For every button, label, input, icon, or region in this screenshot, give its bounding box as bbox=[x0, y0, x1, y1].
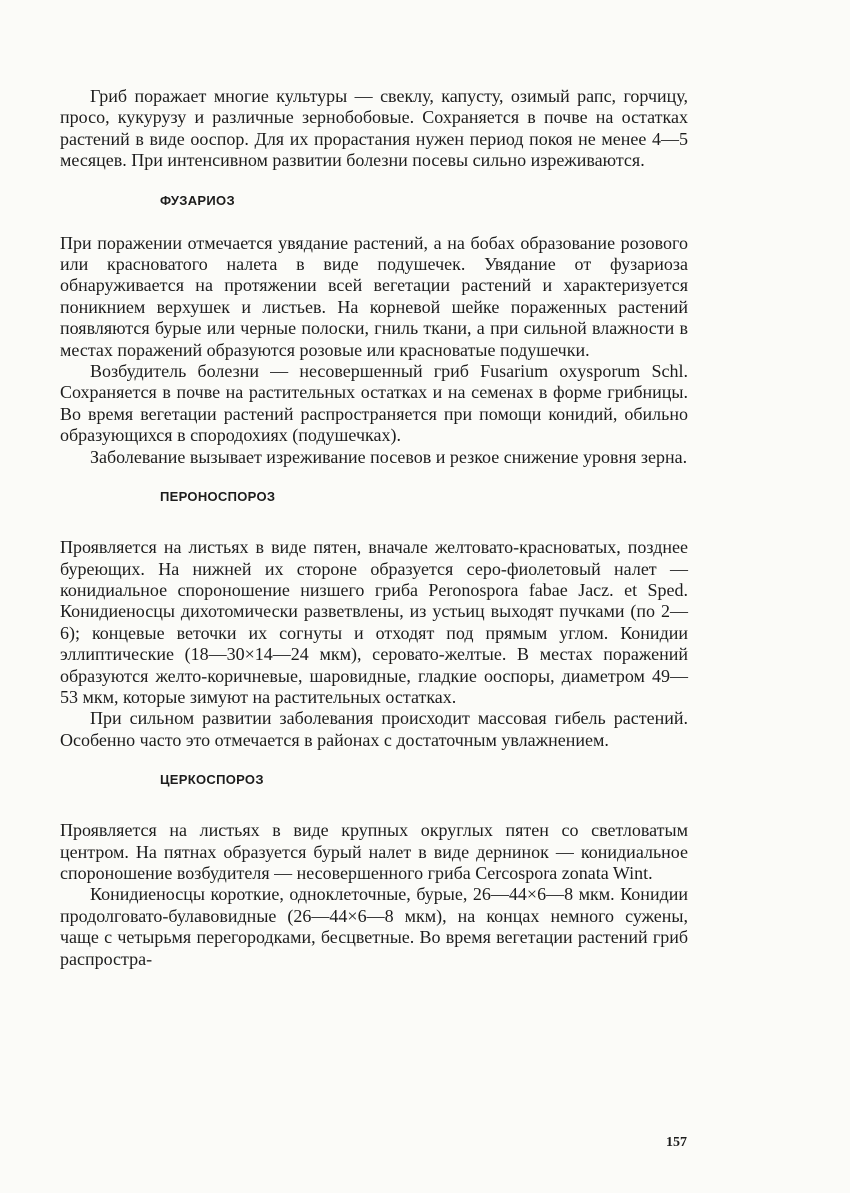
spacer bbox=[60, 468, 688, 488]
peronosporoz-paragraph-1: Проявляется на листьях в виде пятен, вначале желтовато-красноватых, позднее буреющих. На нижней их стороне образуется серо-фиолетовый налет — конидиальное спороношение низшего гриба Peronospora fabae Jacz. et Sped. Конидиеносцы дихотомически разветвлены, из устьиц выходят пучками (по 2—6); концевые веточки их согнуты и отходят под прямым углом. Конидии эллиптические (18—30×14—24 мкм), серовато-желтые. В местах поражений образуются желто-коричневые, шаровидные, гладкие ооспоры, диаметром 49—53 мкм, которые зимуют на растительных остатках. bbox=[60, 537, 688, 707]
peronosporoz-paragraph-2: При сильном развитии заболевания происходит массовая гибель растений. Особенно часто это отмечается в районах с достаточным увлажнением. bbox=[60, 708, 688, 750]
spacer bbox=[60, 506, 688, 537]
page-number: 157 bbox=[666, 1135, 687, 1150]
section-heading-fusarioz: ФУЗАРИОЗ bbox=[160, 192, 235, 208]
tserkosporoz-paragraph-2: Конидиеносцы короткие, одноклеточные, бурые, 26—44×6—8 мкм. Конидии продолговато-булавовидные (26—44×6—8 мкм), на концах немного сужены, чаще с четырьмя перегородками, бесцветные. Во время вегетации растений гриб распростра- bbox=[60, 884, 688, 969]
spacer bbox=[60, 172, 688, 192]
fusarioz-paragraph-2: Возбудитель болезни — несовершенный гриб Fusarium oxysporum Schl. Сохраняется в почве на растительных остатках и на семенах в форме грибницы. Во время вегетации растений распространяется при помощи конидий, обильно образующихся в спородохиях (подушечках). bbox=[60, 361, 688, 446]
spacer bbox=[60, 789, 688, 820]
section-heading-peronosporoz: ПЕРОНОСПОРОЗ bbox=[160, 489, 276, 505]
spacer bbox=[60, 751, 688, 771]
section-heading-tserkosporoz: ЦЕРКОСПОРОЗ bbox=[160, 772, 264, 788]
fusarioz-paragraph-3: Заболевание вызывает изреживание посевов и резкое снижение уровня зерна. bbox=[90, 446, 688, 467]
intro-paragraph: Гриб поражает многие культуры — свеклу, капусту, озимый рапс, горчицу, просо, кукурузу и различные зернобобовые. Сохраняется в почве на остатках растений в виде ооспор. Для их прорастания нужен период покоя не менее 4—5 месяцев. При интенсивном развитии болезни посевы сильно изреживаются. bbox=[60, 86, 688, 171]
page-body bbox=[60, 86, 688, 970]
tserkosporoz-paragraph-1: Проявляется на листьях в виде крупных округлых пятен со светловатым центром. На пятнах образуется бурый налет в виде дернинок — конидиальное спороношение возбудителя — несовершенного гриба Cercospora zonata Wint. bbox=[60, 820, 688, 883]
fusarioz-paragraph-1: При поражении отмечается увядание растений, а на бобах образование розового или красноватого налета в виде подушечек. Увядание от фузариоза обнаруживается на протяжении всей вегетации растений и характеризуется поникнием верхушек и листьев. На корневой шейке пораженных растений появляются бурые или черные полоски, гниль ткани, а при сильной влажности в местах поражений образуются розовые или красноватые подушечки. bbox=[60, 232, 688, 360]
spacer bbox=[60, 210, 688, 233]
